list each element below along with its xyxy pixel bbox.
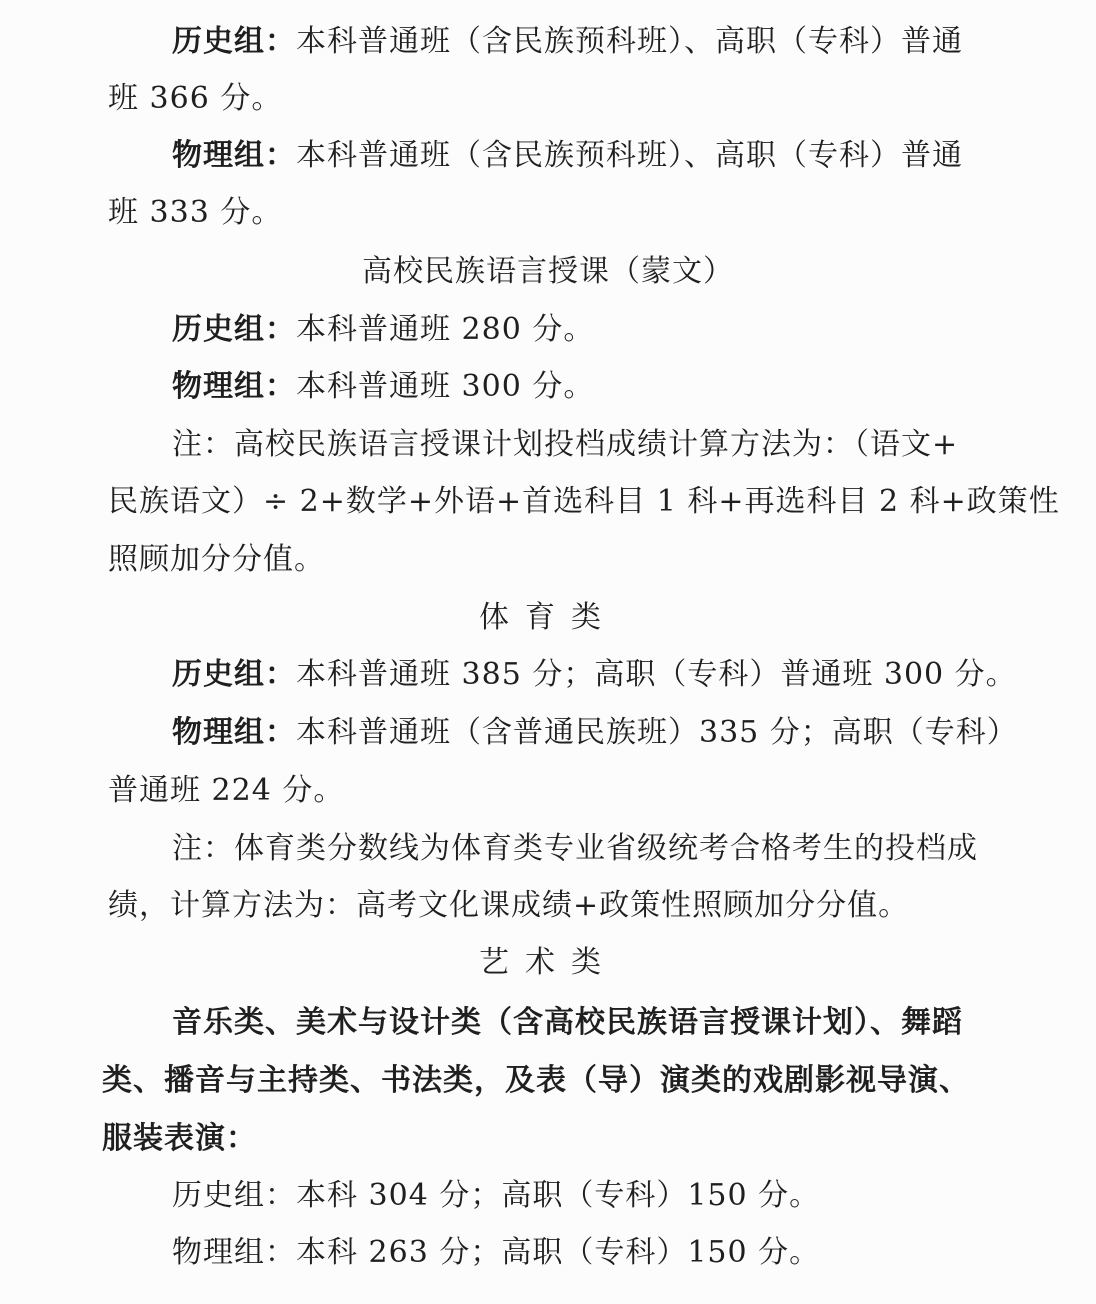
arts-history-text: 本科 304 分；高职（专科）150 分。 — [296, 1178, 821, 1213]
sports-note-line-2: 绩，计算方法为：高考文化课成绩+政策性照顾加分分值。 — [108, 888, 910, 923]
sports-physics-score-line: 普通班 224 分。 — [108, 773, 345, 808]
sports-physics-line — [0, 713, 1096, 753]
mongolian-note-line-3: 照顾加分分值。 — [108, 542, 325, 577]
arts-categories-line-1: 音乐类、美术与设计类（含高校民族语言授课计划）、舞蹈 — [172, 1005, 963, 1040]
mongolian-history-text: 本科普通班 280 分。 — [296, 312, 595, 347]
history-group-score-line: 班 366 分。 — [108, 81, 283, 116]
mongolian-history-line — [0, 310, 1096, 350]
mongolian-note-line-2: 民族语文）÷ 2+数学+外语+首选科目 1 科+再选科目 2 科+政策性 — [108, 484, 1060, 519]
mongolian-physics-line — [0, 367, 1096, 407]
physics-group-text: 本科普通班（含民族预科班）、高职（专科）普通 — [296, 138, 963, 173]
history-group-label: 历史组： — [172, 24, 296, 59]
physics-group-line — [0, 136, 1096, 176]
physics-group-label: 物理组： — [172, 138, 296, 173]
arts-history-label: 历史组： — [172, 1178, 296, 1213]
sports-note-line-1: 注：体育类分数线为体育类专业省级统考合格考生的投档成 — [172, 831, 978, 866]
arts-physics-text: 本科 263 分；高职（专科）150 分。 — [296, 1235, 821, 1270]
section-heading-mongolian: 高校民族语言授课（蒙文） — [362, 254, 734, 289]
section-heading-sports: 体育类 — [479, 600, 617, 635]
sports-history-label: 历史组： — [172, 657, 296, 692]
physics-group-score-line: 班 333 分。 — [108, 195, 283, 230]
arts-physics-line — [0, 1233, 1096, 1273]
history-group-text: 本科普通班（含民族预科班）、高职（专科）普通 — [296, 24, 963, 59]
history-group-line — [0, 22, 1096, 62]
mongolian-note-line-1: 注：高校民族语言授课计划投档成绩计算方法为：（语文+ — [172, 427, 959, 462]
arts-physics-label: 物理组： — [172, 1235, 296, 1270]
sports-history-text: 本科普通班 385 分；高职（专科）普通班 300 分。 — [296, 657, 1017, 692]
arts-categories-line-2: 类、播音与主持类、书法类，及表（导）演类的戏剧影视导演、 — [102, 1063, 970, 1098]
section-heading-arts: 艺术类 — [479, 945, 617, 980]
arts-categories-line-3: 服装表演： — [102, 1121, 257, 1156]
mongolian-history-label: 历史组： — [172, 312, 296, 347]
sports-physics-text: 本科普通班（含普通民族班）335 分；高职（专科） — [296, 715, 1018, 750]
arts-history-line — [0, 1176, 1096, 1216]
mongolian-physics-text: 本科普通班 300 分。 — [296, 369, 595, 404]
mongolian-physics-label: 物理组： — [172, 369, 296, 404]
sports-history-line — [0, 655, 1096, 695]
sports-physics-label: 物理组： — [172, 715, 296, 750]
